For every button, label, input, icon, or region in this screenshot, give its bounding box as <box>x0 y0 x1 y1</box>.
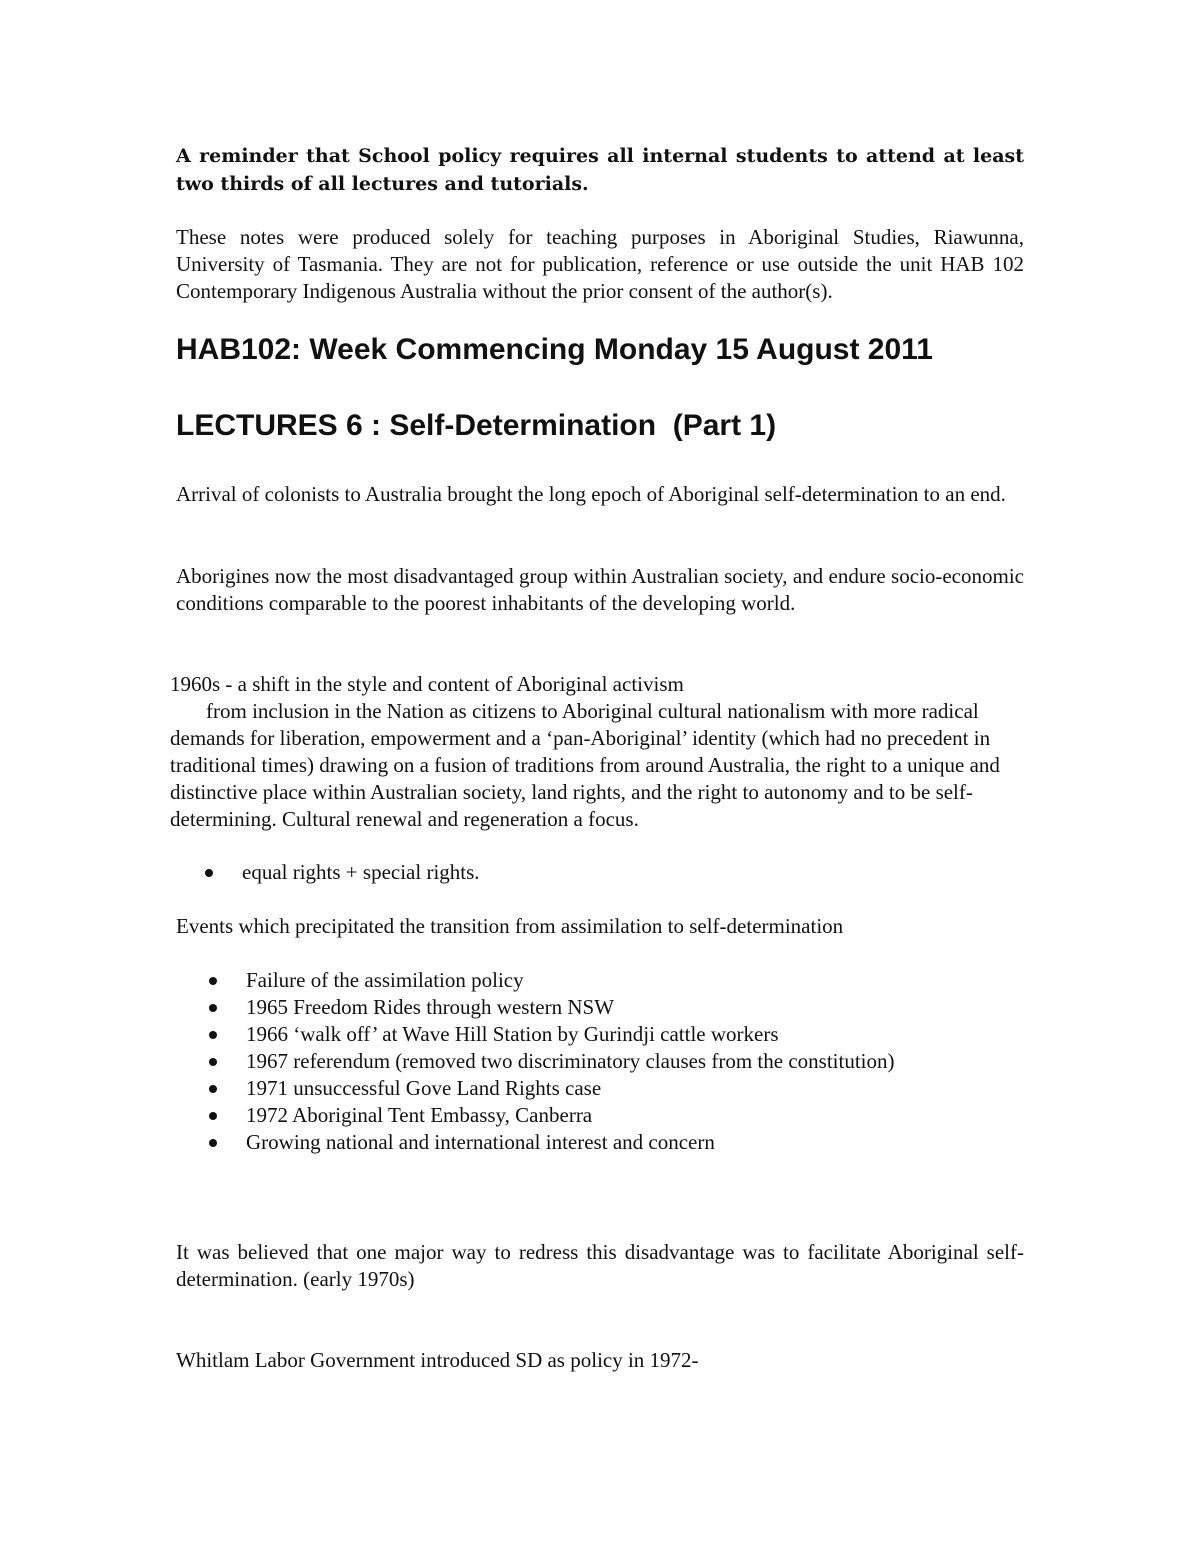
list-item-text: 1965 Freedom Rides through western NSW <box>246 995 615 1019</box>
paragraph-1960s-body: from inclusion in the Nation as citizens to Aboriginal cultural nationalism with more radical demands for liberation, empowerment and a ‘pan-Aboriginal’ identity (which had no precedent in traditional times) drawing on a fusion of traditions from around Australia, the right to a unique and distinctive place within Australian society, land rights, and the right to autonomy and to be self-determining. Cultural renewal and regeneration a focus. <box>170 699 1000 831</box>
list-item-text: equal rights + special rights. <box>242 860 480 884</box>
lecture-heading: LECTURES 6 : Self-Determination (Part 1) <box>176 409 777 442</box>
list-item-text: 1972 Aboriginal Tent Embassy, Canberra <box>246 1103 593 1127</box>
list-item-text: 1971 unsuccessful Gove Land Rights case <box>246 1076 602 1100</box>
list-item <box>242 859 480 886</box>
usage-notice: These notes were produced solely for teaching purposes in Aboriginal Studies, Riawunna, University of Tasmania. They are not for publication, reference or use outside the unit HAB 102 Contemporary Indigenous Australia without the prior consent of the author(s). <box>176 225 1024 303</box>
events-list <box>246 967 895 1156</box>
list-item-text: 1966 ‘walk off’ at Wave Hill Station by Gurindji cattle workers <box>246 1022 779 1046</box>
bullet-icon <box>209 1004 217 1012</box>
rights-list <box>242 859 480 886</box>
list-item <box>246 1021 895 1048</box>
bullet-icon <box>205 869 213 877</box>
bullet-icon <box>209 1058 217 1066</box>
paragraph-believed: It was believed that one major way to redress this disadvantage was to facilitate Aboriginal self-determination. (early 1970s) <box>176 1240 1024 1291</box>
list-item <box>246 1129 895 1156</box>
paragraph-1960s-body-wrap <box>170 698 1030 833</box>
paragraph-1960s-title: 1960s - a shift in the style and content of Aboriginal activism <box>170 672 684 696</box>
paragraph-whitlam: Whitlam Labor Government introduced SD as policy in 1972- <box>176 1348 699 1372</box>
bullet-icon <box>209 1139 217 1147</box>
paragraph-aborigines: Aborigines now the most disadvantaged group within Australian society, and endure socio-economic conditions comparable to the poorest inhabitants of the developing world. <box>176 564 1024 615</box>
list-item <box>246 967 895 994</box>
bullet-icon <box>209 1112 217 1120</box>
list-item <box>246 1048 895 1075</box>
list-item <box>246 994 895 1021</box>
list-item <box>246 1075 895 1102</box>
paragraph-arrival: Arrival of colonists to Australia brought the long epoch of Aboriginal self-determination to an end. <box>176 482 1006 506</box>
paragraph-1960s-shift <box>170 671 1030 833</box>
list-item-text: 1967 referendum (removed two discriminatory clauses from the constitution) <box>246 1049 895 1073</box>
list-item <box>246 1102 895 1129</box>
week-heading: HAB102: Week Commencing Monday 15 August 2011 <box>176 333 933 366</box>
bullet-icon <box>209 977 217 985</box>
attendance-reminder: A reminder that School policy requires all internal students to attend at least two thirds of all lectures and tutorials. <box>176 145 1024 195</box>
paragraph-events-intro: Events which precipitated the transition from assimilation to self-determination <box>176 914 844 938</box>
list-item-text: Growing national and international interest and concern <box>246 1130 715 1154</box>
bullet-icon <box>209 1031 217 1039</box>
list-item-text: Failure of the assimilation policy <box>246 968 524 992</box>
bullet-icon <box>209 1085 217 1093</box>
